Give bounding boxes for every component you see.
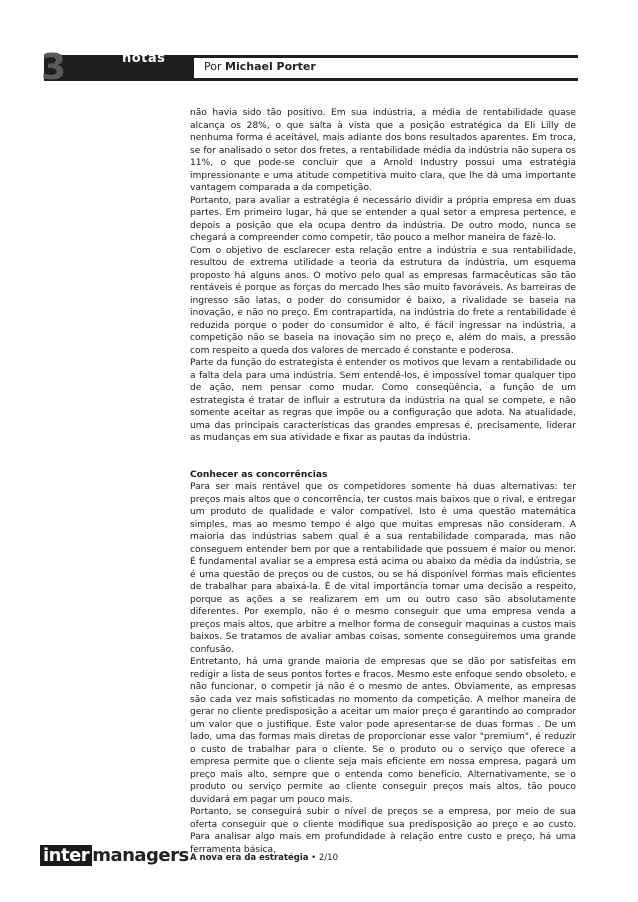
paragraph: Com o objetivo de esclarecer esta relação entre a indústria e sua rentabilidade, resultou de extrema utilidade a teoria da estrutura da indústria, um esquema proposto há alguns anos. O motivo pelo qual as empresas farmacêuticas são tão rentáveis é porque as forças do mercado lhes são muito favoráveis. As barreiras de ingresso são latas, o poder do consumidor é baixo, a rivalidade se baseia na inovação, e não no preço. Em contrapartida, na indústria do frete a rentabilidade é reduzida porque o poder do consumidor é alto, é fácil ingressar na indústria, a competição não se baseia na inovação sim no preço e, além do mais, a pressão com respeito a queda dos valores de mercado é constante e poderosa.: [190, 245, 576, 356]
author-name: Michael Porter: [225, 60, 316, 73]
logo-part-managers: managers: [92, 845, 189, 866]
page-number: 2/10: [318, 853, 338, 863]
footer-caption: [190, 853, 338, 863]
section-label: notas: [122, 51, 166, 66]
intermanagers-logo: [40, 845, 189, 869]
page-header: [41, 47, 578, 88]
paragraph: Para ser mais rentável que os competidores somente há duas alternativas: ter preços mais altos que o concorrência, ter custos mais baixos que o rival, e entregar um produto de qualidade e valor compatível. Isto é uma questão matemática simples, mas ao mesmo tempo é algo que muitas empresas não consideram. A maioria das indústrias sabem qual é a sua rentabilidade comparada, mas não conseguem entender bem por que a rentabilidade que possuem é maior ou menor. É fundamental avaliar se a empresa está acima ou abaixo da média da indústria, se é uma questão de preços ou de custos, ou se há disponível formas mais eficientes de trabalhar para abaixá-la. É de vital importância tomar uma decisão a respeito, porque as ações a se realizarem em um ou outro caso são absolutamente diferentes. Por exemplo, não é o mesmo conseguir que uma empresa venda a preços mais altos, que arbitre a melhor forma de conseguir maquinas a custos mais baixos. Se tratamos de avaliar ambas coisas, somente conseguiremos uma grande confusão.: [190, 482, 576, 655]
author-prefix: Por: [204, 60, 225, 73]
section-gap: [190, 445, 576, 469]
paragraph: Portanto, se conseguirá subir o nível de preços se a empresa, por meio de sua oferta conseguir que o cliente modifique sua predisposição ao preço e ao custo. Para analisar algo mais em profundidade à relação entre custo e preço, há uma ferramenta básica,: [190, 807, 576, 855]
chapter-number: 3: [41, 47, 67, 88]
subheading: Conhecer as concorrências: [190, 469, 328, 480]
author-line: [204, 60, 316, 73]
footer-separator: •: [308, 853, 319, 863]
paragraph: Entretanto, há uma grande maioria de empresas que se dão por satisfeitas em redigir a lista de seus pontos fortes e fracos. Mesmo este enfoque sendo obsoleto, e não funcionar, o competir já não é o mesmo de antes. Obviamente, as empresas são cada vez mais sofisticadas no momento da competição. A melhor maneira de gerar no cliente predisposição a aceitar um maior preço é garantindo ao comprador um valor que o justifique. Este valor pode apresentar-se de duas formas . De um lado, uma das formas mais diretas de proporcionar esse valor "premium", é reduzir o custo de trabalhar para o cliente. Se o produto ou o serviço que oferece a empresa permite que o cliente seja mais eficiente em nossa empresa, pagará um preço mais alto, sempre que o entenda como benefício. Alternativamente, se o produto ou serviço permite ao cliente conseguir preços mais altos, tão pouco duvidará em pagar um pouco mais.: [190, 657, 576, 805]
paragraph: não havia sido tão positivo. Em sua indústria, a média de rentabilidade quase alcança os 28%, o que salta à vista que a posição estratégica da Eli Lilly de nenhuma forma é aceitável, mais adiante dos bons resultados aparentes. Em troca, se for analisado o setor dos fretes, a rentabilidade média da indústria não supera os 11%, o que pode-se concluir que a Arnold Industry possui uma estratégia impressionante e uma atitude competitiva muito clara, que lhe dá uma importante vantagem comparada a da competição.: [190, 108, 576, 193]
article-body: [190, 107, 576, 856]
logo-part-inter: inter: [40, 845, 92, 866]
publication-title: A nova era da estratégia: [190, 853, 309, 863]
paragraph: Portanto, para avaliar a estratégia é necessário dividir a própria empresa em duas partes. Em primeiro lugar, há que se entender a qual setor a empresa pertence, e depois a posição que ela ocupa dentro da indústria. De outro modo, nunca se chegará a compreender como competir, tão pouco a melhor maneira de fazê-lo.: [190, 195, 576, 243]
author-box: [194, 58, 578, 78]
paragraph: Parte da função do estrategista é entender os motivos que levam a rentabilidade ou a falta dela para uma indústria. Sem entendê-los, é impossível tomar qualquer tipo de ação, nem pensar como mudar. Como conseqüência, a função de um estrategista é tratar de influir a estrutura da indústria na qual se compete, e não somente aceitar as regras que impõe ou a configuração que adota. Na atualidade, uma das principais características das grandes empresas é, precisamente, liderar as mudanças em sua atividade e fixar as pautas da indústria.: [190, 358, 576, 443]
